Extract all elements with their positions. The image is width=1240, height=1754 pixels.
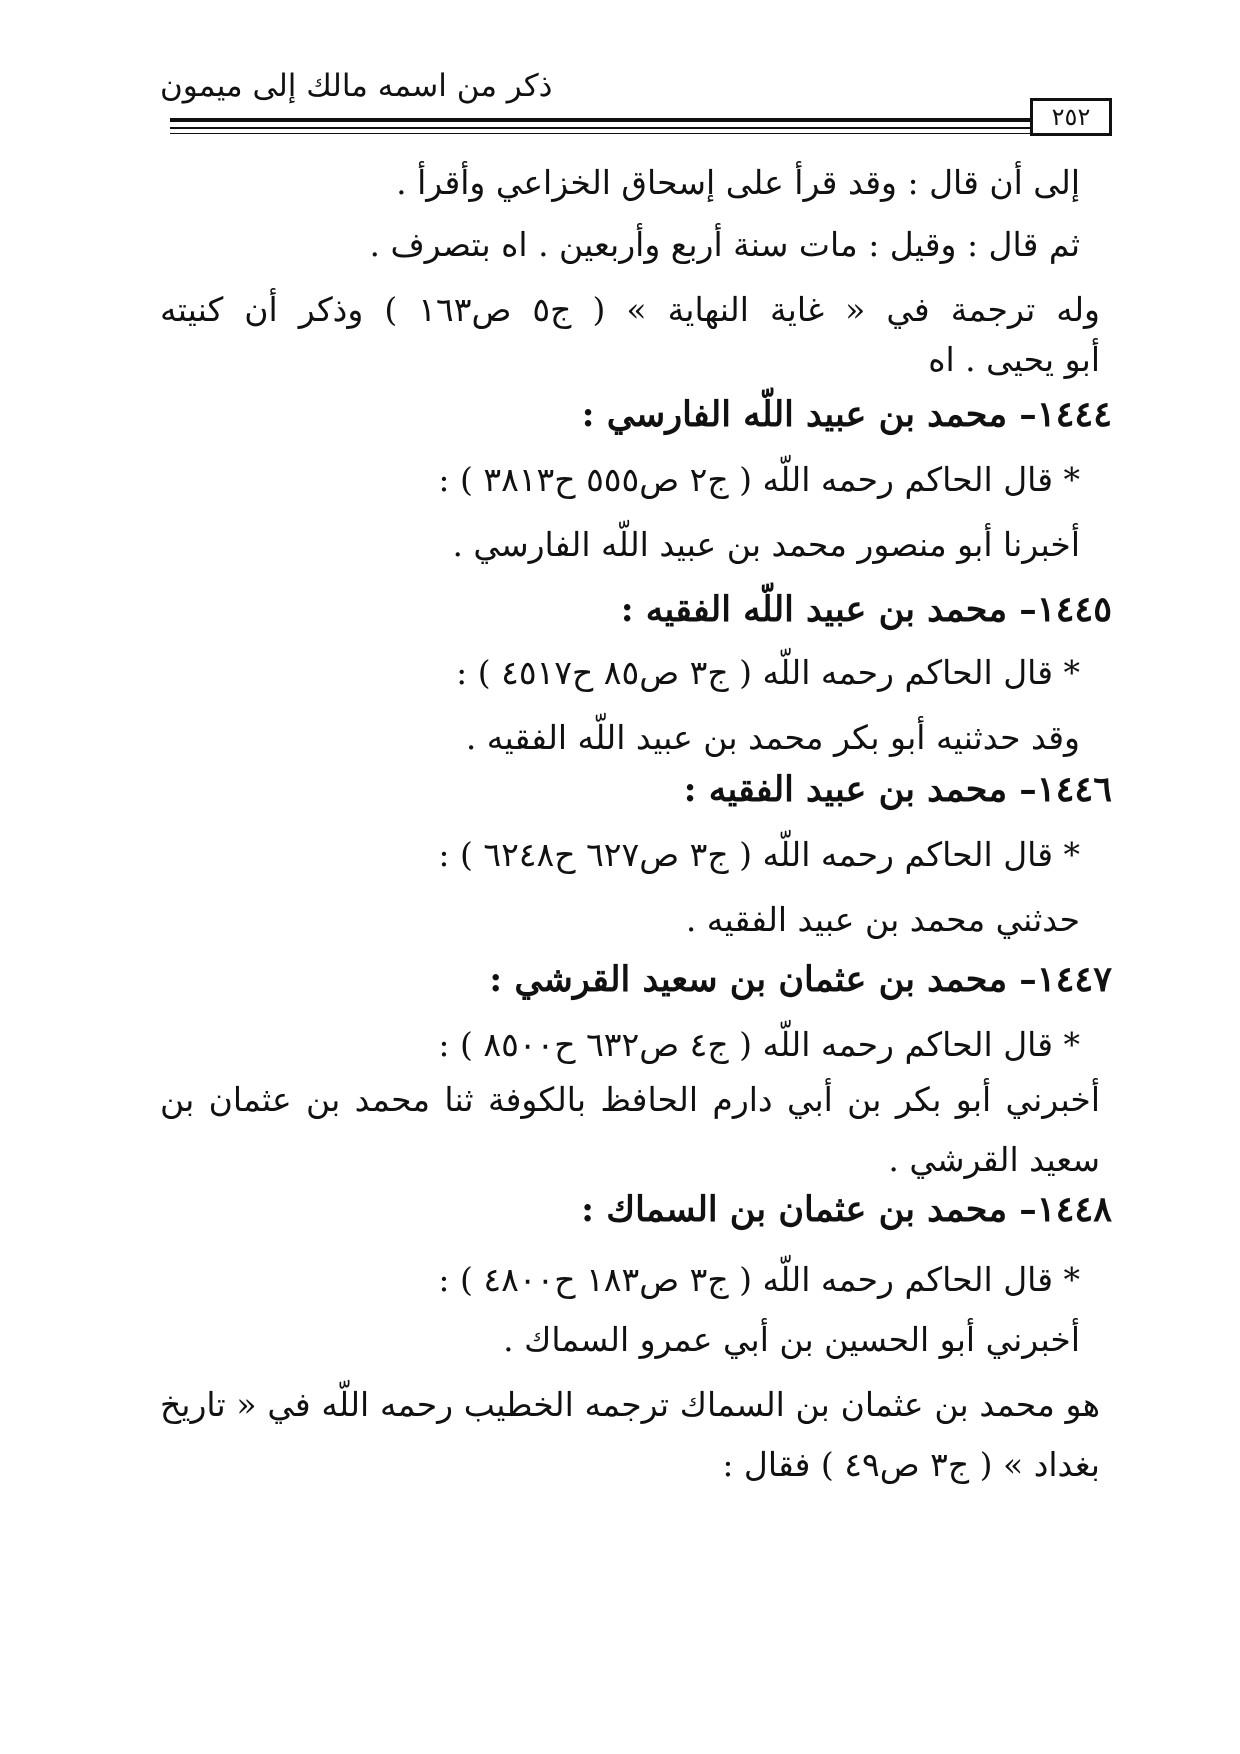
header-rule-medium — [170, 127, 1032, 129]
header-rule-thick — [170, 118, 1032, 122]
text-line: أخبرنا أبو منصور محمد بن عبيد اللّه الفارسي . — [452, 525, 1080, 564]
text-line: أخبرني أبو الحسين بن أبي عمرو السماك . — [503, 1320, 1080, 1359]
page-number: ٢٥٢ — [1030, 98, 1112, 136]
text-line: هو محمد بن عثمان بن السماك ترجمه الخطيب رحمه اللّه في « تاريخ — [160, 1385, 1100, 1424]
text-line: * قال الحاكم رحمه اللّه ( ج٢ ص٥٥٥ ح٣٨١٣ ) : — [438, 460, 1080, 499]
text-line: وقد حدثنيه أبو بكر محمد بن عبيد اللّه الفقيه . — [465, 718, 1080, 757]
running-header-title: ذكر من اسمه مالك إلى ميمون — [160, 68, 553, 104]
text-line: إلى أن قال : وقد قرأ على إسحاق الخزاعي وأقرأ . — [396, 163, 1080, 202]
text-line: * قال الحاكم رحمه اللّه ( ج٣ ص١٨٣ ح٤٨٠٠ ) : — [438, 1260, 1080, 1299]
text-line: * قال الحاكم رحمه اللّه ( ج٣ ص٨٥ ح٤٥١٧ ) : — [456, 653, 1080, 692]
text-line: حدثني محمد بن عبيد الفقيه . — [685, 900, 1080, 939]
entry-heading-1444: ١٤٤٤– محمد بن عبيد اللّه الفارسي : — [581, 394, 1112, 435]
text-line: بغداد » ( ج٣ ص٤٩ ) فقال : — [722, 1445, 1100, 1484]
text-line: أبو يحيى . اه — [928, 340, 1100, 379]
entry-heading-1447: ١٤٤٧– محمد بن عثمان بن سعيد القرشي : — [489, 959, 1112, 1000]
text-line: وله ترجمة في « غاية النهاية » ( ج٥ ص١٦٣ ) وذكر أن كنيته — [160, 290, 1100, 329]
text-line: ثم قال : وقيل : مات سنة أربع وأربعين . اه بتصرف . — [369, 225, 1080, 264]
header-rule-thin — [170, 133, 1032, 134]
text-line: سعيد القرشي . — [888, 1140, 1100, 1179]
text-line: أخبرني أبو بكر بن أبي دارم الحافظ بالكوفة ثنا محمد بن عثمان بن — [160, 1080, 1100, 1119]
text-line: * قال الحاكم رحمه اللّه ( ج٤ ص٦٣٢ ح٨٥٠٠ ) : — [438, 1025, 1080, 1064]
entry-heading-1446: ١٤٤٦– محمد بن عبيد الفقيه : — [683, 769, 1112, 810]
entry-heading-1448: ١٤٤٨– محمد بن عثمان بن السماك : — [581, 1189, 1112, 1230]
entry-heading-1445: ١٤٤٥– محمد بن عبيد اللّه الفقيه : — [620, 589, 1112, 630]
text-line: * قال الحاكم رحمه اللّه ( ج٣ ص٦٢٧ ح٦٢٤٨ ) : — [438, 835, 1080, 874]
